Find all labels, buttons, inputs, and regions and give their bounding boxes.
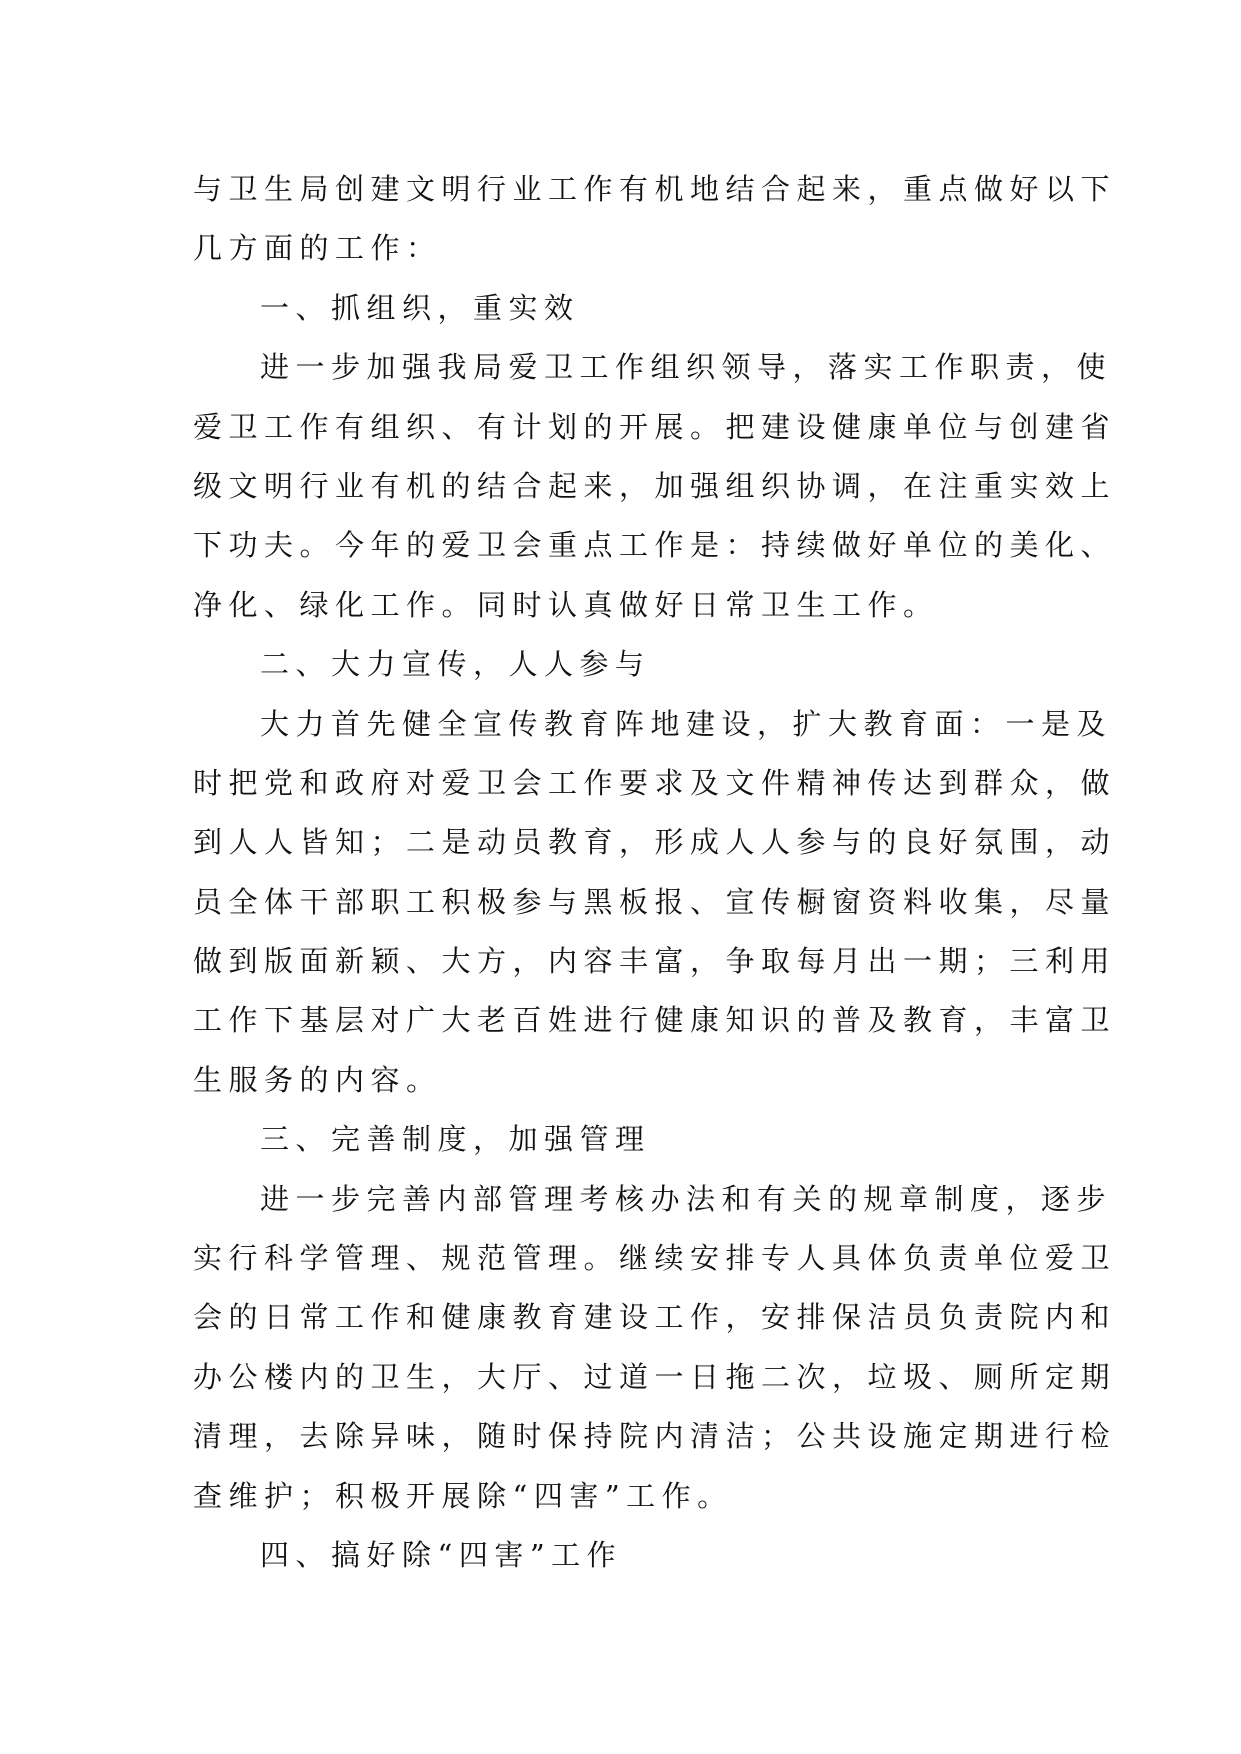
- text-line: 级文明行业有机的结合起来，加强组织协调，在注重实效上: [193, 468, 1117, 503]
- section-heading: 三、完善制度，加强管理: [260, 1122, 651, 1157]
- paragraph-start: 大力首先健全宣传教育阵地建设，扩大教育面：一是及: [260, 706, 1113, 741]
- text-line: 与卫生局创建文明行业工作有机地结合起来，重点做好以下: [193, 172, 1117, 206]
- section-heading: 一、抓组织，重实效: [260, 290, 580, 325]
- text-line: 工作下基层对广大老百姓进行健康知识的普及教育，丰富卫: [193, 1003, 1117, 1038]
- paragraph-start: 进一步完善内部管理考核办法和有关的规章制度，逐步: [260, 1181, 1113, 1216]
- text-line: 查维护；积极开展除“四害”工作。: [193, 1478, 733, 1513]
- text-line: 员全体干部职工积极参与黑板报、宣传橱窗资料收集，尽量: [193, 884, 1117, 919]
- text-line: 下功夫。今年的爱卫会重点工作是：持续做好单位的美化、: [193, 528, 1117, 563]
- text-line: 净化、绿化工作。同时认真做好日常卫生工作。: [193, 587, 939, 622]
- text-line: 清理，去除异味，随时保持院内清洁；公共设施定期进行检: [193, 1419, 1117, 1454]
- text-line: 时把党和政府对爱卫会工作要求及文件精神传达到群众，做: [193, 765, 1117, 800]
- text-line: 几方面的工作：: [193, 231, 442, 266]
- text-line: 实行科学管理、规范管理。继续安排专人具体负责单位爱卫: [193, 1241, 1117, 1276]
- text-line: 到人人皆知；二是动员教育，形成人人参与的良好氛围，动: [193, 825, 1117, 860]
- document-body: [193, 160, 1117, 1585]
- text-line: 爱卫工作有组织、有计划的开展。把建设健康单位与创建省: [193, 409, 1117, 444]
- text-line: 做到版面新颖、大方，内容丰富，争取每月出一期；三利用: [193, 944, 1117, 979]
- paragraph-start: 进一步加强我局爱卫工作组织领导，落实工作职责，使: [260, 350, 1113, 385]
- text-line: 生服务的内容。: [193, 1062, 442, 1097]
- text-line: 办公楼内的卫生，大厅、过道一日拖二次，垃圾、厕所定期: [193, 1359, 1117, 1394]
- text-line: 会的日常工作和健康教育建设工作，安排保洁员负责院内和: [193, 1300, 1117, 1335]
- section-heading: 四、搞好除“四害”工作: [260, 1537, 623, 1572]
- section-heading: 二、大力宣传，人人参与: [260, 647, 651, 682]
